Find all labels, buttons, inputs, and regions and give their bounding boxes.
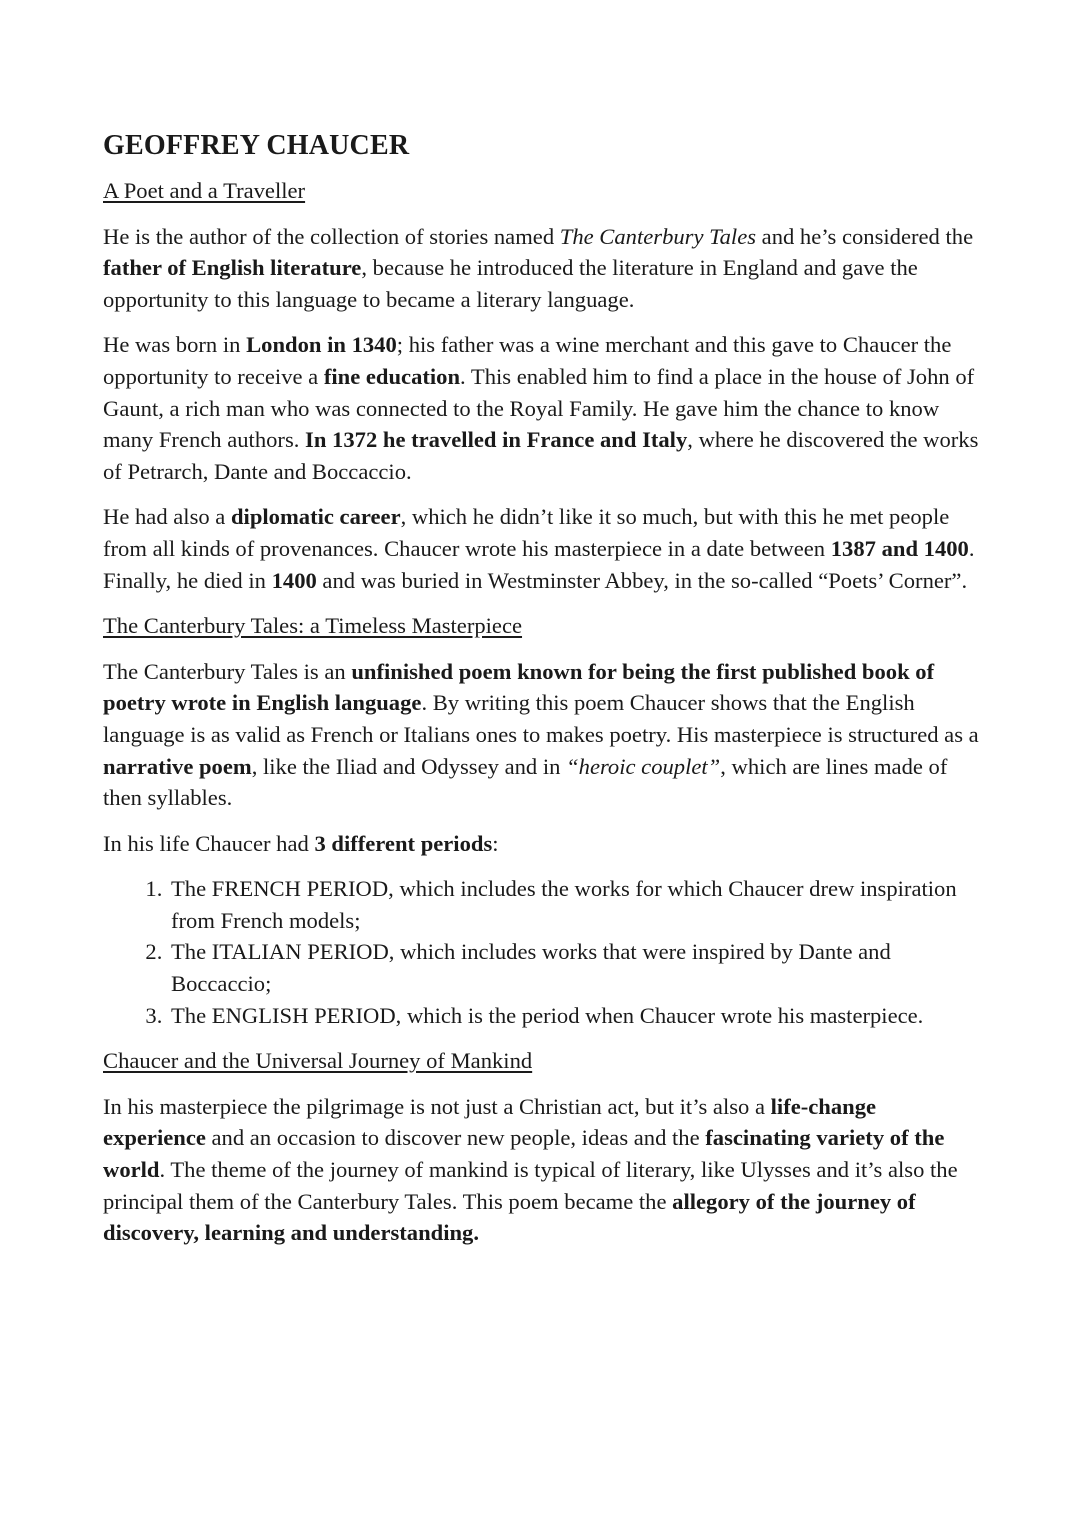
paragraph-biography: He was born in London in 1340; his father was a wine merchant and this gave to Chaucer the opportunity to receive a fine education. This enabled him to find a place in the house of John of Gaunt, a rich man who was connected to the Royal Family. He gave him the chance to know many French authors. In 1372 he travelled in France and Italy, where he discovered the works of Petrarch, Dante and Boccaccio. <box>103 332 979 484</box>
paragraph-masterpiece: The Canterbury Tales is an unfinished poem known for being the first published book of poetry wrote in English language. By writing this poem Chaucer shows that the English language is as valid as French or Italians ones to makes poetry. His masterpiece is structured as a narrative poem, like the Iliad and Odyssey and in “heroic couplet”, which are lines made of then syllables. <box>103 658 979 811</box>
document-page <box>103 127 983 1263</box>
document-title: GEOFFREY CHAUCER <box>103 130 410 161</box>
paragraph-periods-intro: In his life Chaucer had 3 different periods: <box>103 830 499 856</box>
paragraph-career: He had also a diplomatic career, which he didn’t like it so much, but with this he met people from all kinds of provenances. Chaucer wrote his masterpiece in a date between 1387 and 1400. Finally, he died in 1400 and was buried in Westminster Abbey, in the so-called “Poets’ Corner”. <box>103 504 975 593</box>
list-item: 3. The ENGLISH PERIOD, which is the period when Chaucer wrote his masterpiece. <box>168 1000 983 1032</box>
list-item: 1. The FRENCH PERIOD, which includes the works for which Chaucer drew inspiration from French models; <box>168 873 983 936</box>
paragraph-journey: In his masterpiece the pilgrimage is not just a Christian act, but it’s also a life-change experience and an occasion to discover new people, ideas and the fascinating variety of the world. The theme of the journey of mankind is typical of literary, like Ulysses and it’s also the principal them of the Canterbury Tales. This poem became the allegory of the journey of discovery, learning and understanding. <box>103 1093 958 1246</box>
paragraph-author-intro: He is the author of the collection of stories named The Canterbury Tales and he’s considered the father of English literature, because he introduced the literature in England and gave the opportunity to this language to became a literary language. <box>103 223 974 312</box>
section-heading-universal-journey: Chaucer and the Universal Journey of Mankind <box>103 1048 533 1074</box>
section-heading-poet-traveller: A Poet and a Traveller <box>103 178 306 203</box>
section-heading-canterbury-tales: The Canterbury Tales: a Timeless Masterpiece <box>103 613 523 639</box>
list-item: 2. The ITALIAN PERIOD, which includes works that were inspired by Dante and Boccaccio; <box>168 936 983 999</box>
book-title: The Canterbury Tales <box>559 223 757 249</box>
periods-list <box>103 873 983 1031</box>
